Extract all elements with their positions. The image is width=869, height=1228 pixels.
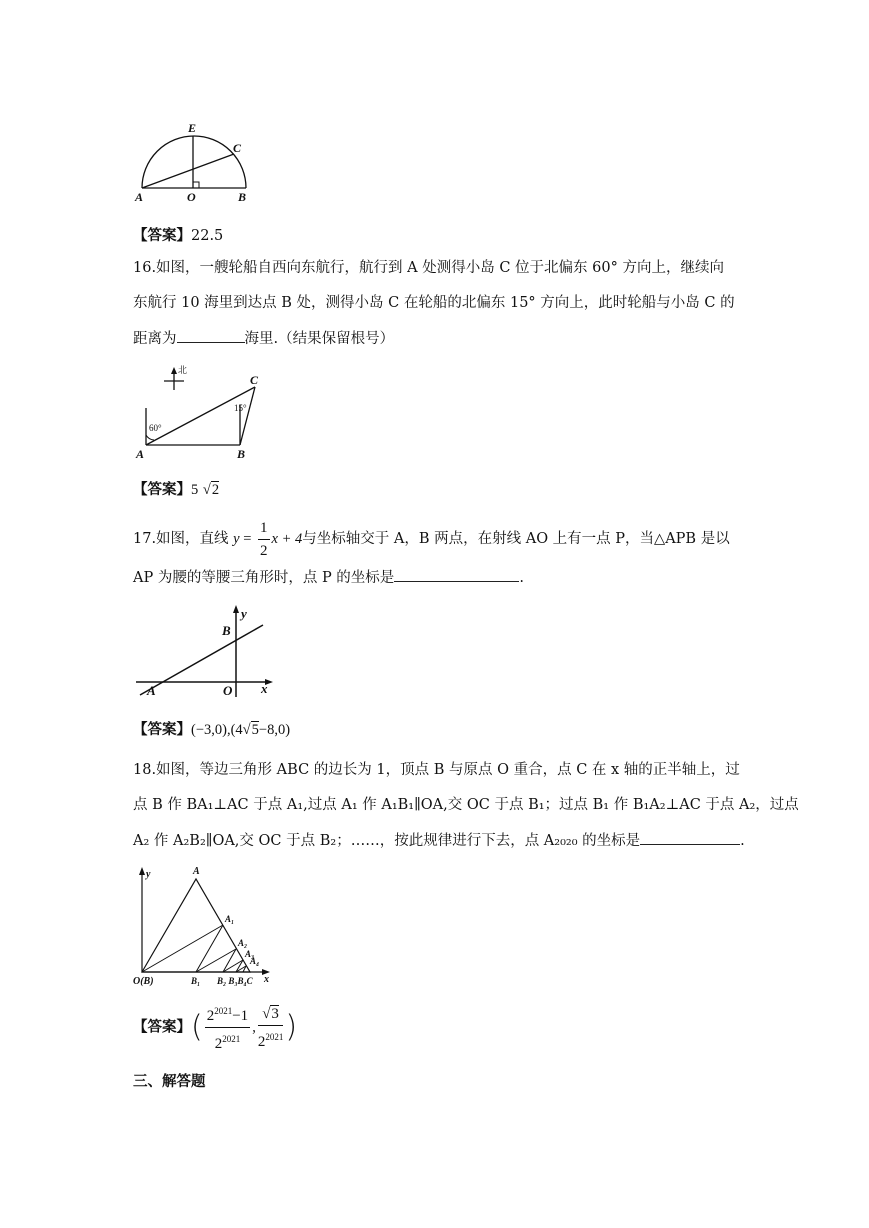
- q16-answer: 【答案】5 √2: [133, 482, 220, 498]
- q18-label-a3: A₃: [245, 949, 255, 959]
- q16-angle-60-label: 60°: [149, 423, 162, 433]
- section-3-title: 三、解答题: [133, 1074, 206, 1090]
- q16-north-label: 北: [178, 366, 188, 376]
- q15-label-a: A: [135, 190, 144, 204]
- q15-label-e: E: [188, 121, 197, 135]
- q17-fraction: $\frac{1}{2}$: [258, 517, 270, 562]
- q18-label-b1: B₁: [191, 976, 201, 986]
- q16-angle-15-label: 15°: [234, 403, 247, 413]
- q15-semicircle-figure: [130, 118, 260, 208]
- q17-answer: 【答案】(−3,0),(4√5−8,0): [133, 722, 291, 738]
- q18-label-a1: A₁: [225, 914, 235, 924]
- q18-fraction-y: $\frac{√3}{2^{2021}}$: [258, 1003, 284, 1053]
- q15-label-c: C: [233, 141, 242, 155]
- q18-line2: 点 B 作 BA₁⊥AC 于点 A₁,过点 A₁ 作 A₁B₁∥OA,交 OC 于点 B₁；过点 B₁ 作 B₁A₂⊥AC 于点 A₂，过点: [133, 797, 799, 813]
- q18-label-y: y: [146, 869, 151, 880]
- q18-line3: A₂ 作 A₂B₂∥OA,交 OC 于点 B₂；……，按此规律进行下去，点 A₂₀₂₀ 的坐标是 .: [133, 830, 745, 851]
- q18-label-a2: A₂: [238, 938, 248, 948]
- q16-label-c: C: [250, 373, 259, 387]
- q18-triangle-figure: [130, 860, 280, 990]
- q15-label-b: B: [238, 190, 247, 204]
- q17-label-b: B: [222, 623, 231, 638]
- q17-label-o: O: [223, 683, 233, 698]
- q16-line3: 距离为 海里.（结果保留根号）: [133, 328, 394, 349]
- q17-label-x: x: [261, 681, 268, 696]
- q15-label-o: O: [187, 190, 196, 204]
- q18-answer: 【答案】( $\frac{2^{2021}-1}{2^{2021}}$ , $\frac{√3}{2^{2021}}$ ): [133, 1000, 297, 1056]
- q16-line2: 东航行 10 海里到达点 B 处，测得小岛 C 在轮船的北偏东 15° 方向上，此时轮船与小岛 C 的: [133, 295, 735, 311]
- q18-label-a4: A₄: [250, 956, 260, 966]
- q17-label-y: y: [241, 606, 247, 621]
- q18-label-a: A: [193, 866, 200, 877]
- q16-label-a: A: [136, 447, 145, 461]
- q18-label-b2b3b4c: B₂ B₃B₄C: [217, 976, 253, 986]
- q17-line1: 17.如图，直线 y = $\frac{1}{2}$ x + 4与坐标轴交于 A，B 两点，在射线 AO 上有一点 P，当△APB 是以: [133, 515, 730, 563]
- q18-line1: 18.如图，等边三角形 ABC 的边长为 1，顶点 B 与原点 O 重合，点 C 在 x 轴的正半轴上，过: [133, 762, 740, 778]
- q16-ship-figure: [130, 360, 270, 465]
- q15-answer: 【答案】22.5: [133, 228, 224, 244]
- q17-label-a: A: [147, 683, 156, 698]
- q18-label-ob: O(B): [133, 976, 154, 987]
- q17-axes-figure: [130, 600, 280, 700]
- q17-line2: AP 为腰的等腰三角形时，点 P 的坐标是 .: [133, 567, 524, 588]
- q16-label-b: B: [237, 447, 246, 461]
- q18-label-x: x: [264, 974, 269, 985]
- q18-fraction-x: $\frac{2^{2021}-1}{2^{2021}}$: [205, 1000, 250, 1055]
- q16-line1: 16.如图，一艘轮船自西向东航行，航行到 A 处测得小岛 C 位于北偏东 60° 方向上，继续向: [133, 260, 724, 276]
